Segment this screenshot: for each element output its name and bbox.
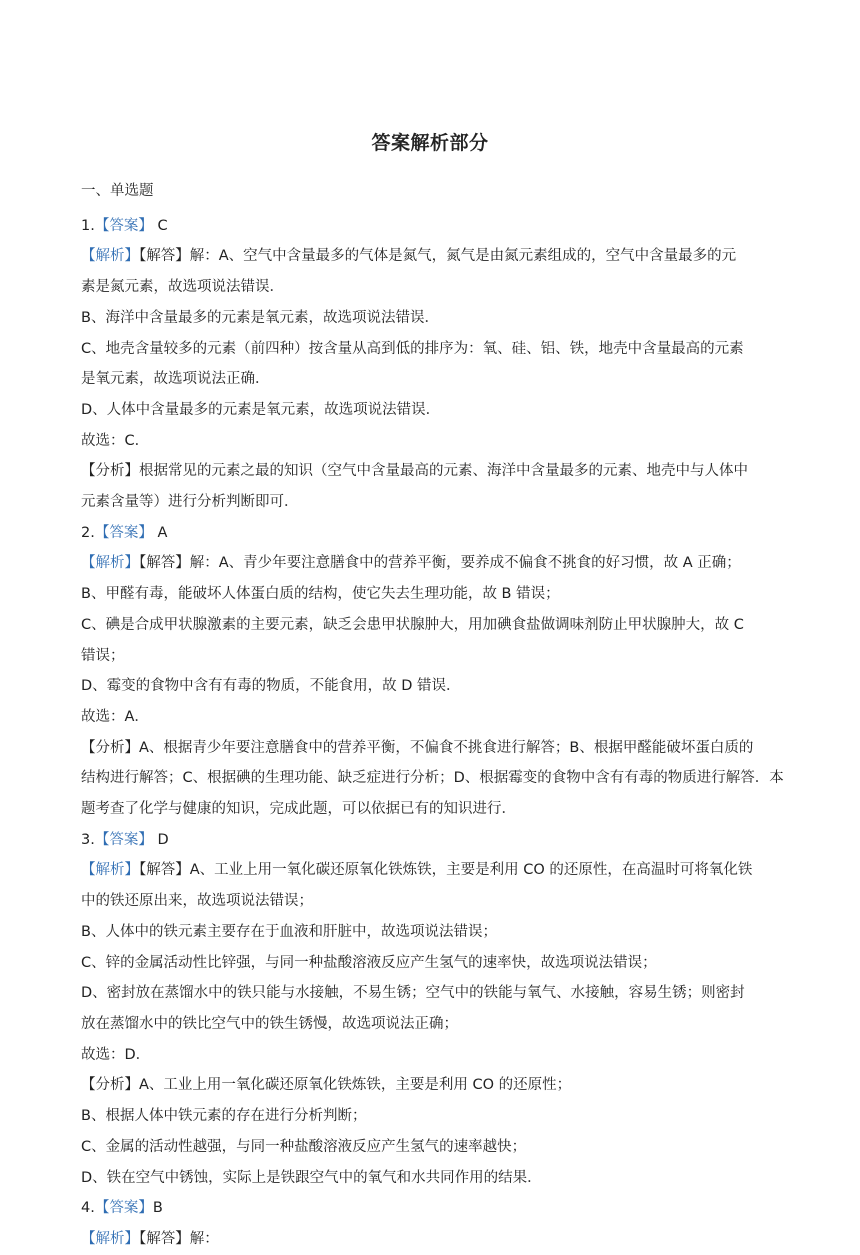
section-heading: 一、单选题 [81,183,154,199]
document-body [81,176,784,1255]
explanation-line: 故选：D． [81,1046,151,1063]
explanation-line [81,241,781,272]
explanation-line: 中的铁还原出来，故选项说法错误； [81,893,313,910]
explanation-line: D、密封放在蒸馏水中的铁只能与水接触，不易生锈；空气中的铁能与氧气、水接触，容易生锈；则密封 [81,985,745,1002]
answer-line [81,1193,781,1224]
explanation-line: 素是氮元素，故选项说法错误． [81,279,284,296]
explanation-text: 【解答】解：A、青少年要注意膳食中的营养平衡，要养成不偏食不挑食的好习惯，故 A 正确； [139,555,741,572]
explanation-line: 元素含量等）进行分析判断即可． [81,494,299,511]
explanation-line [81,855,781,886]
explanation-line: 结构进行解答；C、根据碘的生理功能、缺乏症进行分析；D、根据霉变的食物中含有有毒的物质进行解答．本 [81,770,784,787]
question-number: 4. [81,1200,95,1217]
explanation-line: 【分析】A、根据青少年要注意膳食中的营养平衡，不偏食不挑食进行解答；B、根据甲醛能破坏蛋白质的 [81,739,754,756]
question-2 [81,518,784,825]
answer-tag: 【答案】 [94,217,153,234]
explanation-line [81,548,781,579]
question-number: 3. [81,831,95,848]
explanation-line: B、根据人体中铁元素的存在进行分析判断； [81,1108,367,1125]
answer-tag: 【答案】 [94,1200,153,1217]
answer-value: D [152,831,169,848]
question-number: 2. [81,524,95,541]
explanation-line [81,1224,781,1255]
explanation-line: 题考查了化学与健康的知识，完成此题，可以依据已有的知识进行． [81,801,516,818]
explanation-line: 故选：A． [81,708,149,725]
answer-tag: 【答案】 [94,831,153,848]
question-number: 1. [81,217,95,234]
explanation-text: 【解答】解：A、空气中含量最多的气体是氮气，氮气是由氮元素组成的，空气中含量最多的元 [139,248,737,265]
explanation-line: 是氧元素，故选项说法正确． [81,371,270,388]
explanation-line: D、人体中含量最多的元素是氧元素，故选项说法错误． [81,401,441,418]
answer-line [81,825,781,856]
explanation-text: 【解答】A、工业上用一氧化碳还原氧化铁炼铁，主要是利用 CO 的还原性，在高温时可将氧化铁 [139,862,753,879]
explanation-line: 【分析】A、工业上用一氧化碳还原氧化铁炼铁，主要是利用 CO 的还原性； [81,1077,572,1094]
explanation-line: B、海洋中含量最多的元素是氧元素，故选项说法错误． [81,309,439,326]
question-1 [81,211,781,518]
question-3 [81,825,781,1193]
explanation-line: D、霉变的食物中含有有毒的物质，不能食用，故 D 错误． [81,678,461,695]
explanation-line: B、人体中的铁元素主要存在于血液和肝脏中，故选项说法错误； [81,923,497,940]
jiexi-tag: 【解析】 [81,1230,139,1247]
jiexi-tag: 【解析】 [81,555,139,572]
explanation-line: B、甲醛有毒，能破坏人体蛋白质的结构，使它失去生理功能，故 B 错误； [81,586,560,603]
explanation-line: C、碘是合成甲状腺激素的主要元素，缺乏会患甲状腺肿大，用加碘食盐做调味剂防止甲状腺肿大，故 C [81,616,744,633]
jiexi-tag: 【解析】 [81,862,139,879]
answer-value: B [152,1200,163,1217]
explanation-line: 放在蒸馏水中的铁比空气中的铁生锈慢，故选项说法正确； [81,1015,458,1032]
answer-value: A [152,524,168,541]
question-4 [81,1193,781,1254]
explanation-line: C、地壳含量较多的元素（前四种）按含量从高到低的排序为：氧、硅、铝、铁，地壳中含量最高的元素 [81,340,744,357]
explanation-line: 【分析】根据常见的元素之最的知识（空气中含量最高的元素、海洋中含量最多的元素、地壳中与人体中 [81,463,748,480]
explanation-line: C、锌的金属活动性比锌强，与同一种盐酸溶液反应产生氢气的速率快，故选项说法错误； [81,954,657,971]
answer-line [81,518,781,549]
explanation-line: C、金属的活动性越强，与同一种盐酸溶液反应产生氢气的速率越快； [81,1138,527,1155]
answer-tag: 【答案】 [94,524,153,541]
explanation-line: D、铁在空气中锈蚀，实际上是铁跟空气中的氧气和水共同作用的结果． [81,1169,542,1186]
explanation-line: 故选：C． [81,432,150,449]
page-title: 答案解析部分 [371,132,489,154]
answer-line [81,211,781,242]
explanation-line: 错误； [81,647,125,664]
answer-value: C [152,217,168,234]
jiexi-tag: 【解析】 [81,248,139,265]
explanation-text: 【解答】解： [139,1230,219,1247]
